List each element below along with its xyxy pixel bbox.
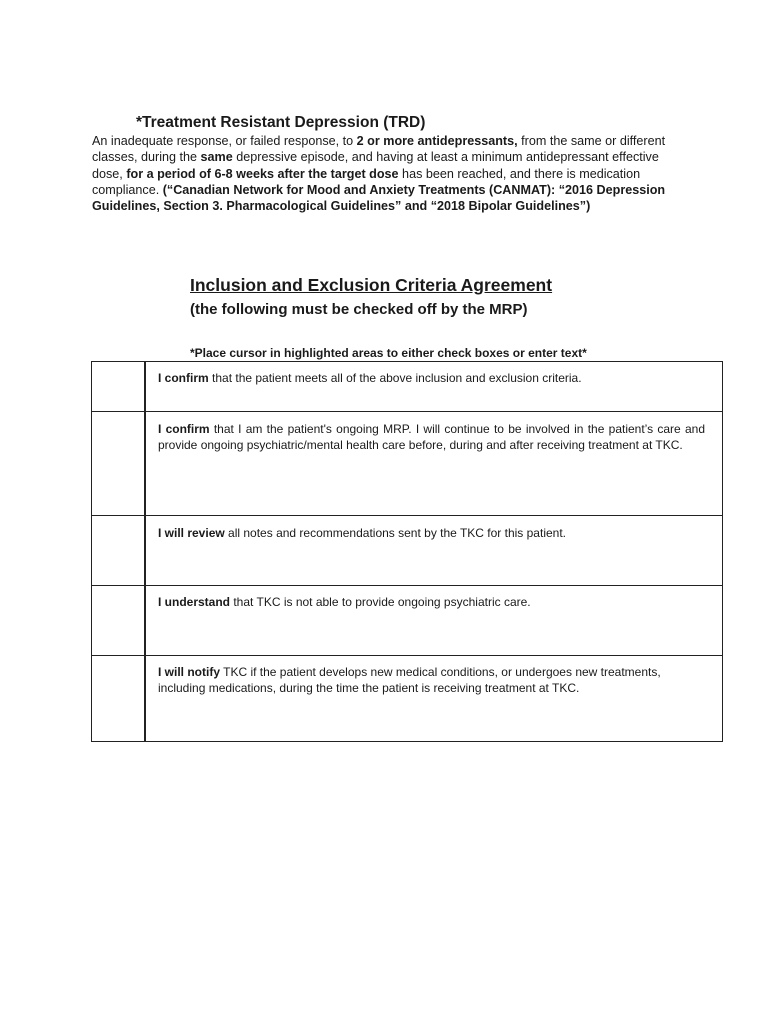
checkbox-cell[interactable] bbox=[92, 412, 146, 516]
checkbox-cell[interactable] bbox=[92, 656, 146, 742]
criteria-table bbox=[91, 361, 723, 742]
criteria-row bbox=[92, 412, 723, 516]
criteria-body: that TKC is not able to provide ongoing psychiatric care. bbox=[230, 595, 531, 609]
criteria-body: that I am the patient's ongoing MRP. I will continue to be involved in the patient’s care and provide ongoing psychiatric/mental health care before, during and after receiving treatment at TKC. bbox=[158, 422, 705, 453]
trd-section bbox=[92, 113, 692, 214]
trd-text-run-bold: 2 or more antidepressants, bbox=[356, 134, 518, 148]
criteria-row bbox=[92, 656, 723, 742]
criteria-lead: I understand bbox=[158, 595, 231, 609]
criteria-text bbox=[145, 586, 723, 656]
criteria-lead: I confirm bbox=[158, 422, 210, 436]
checkbox-cell[interactable] bbox=[92, 516, 146, 586]
trd-text-run: from the same or different classes, during the bbox=[92, 134, 666, 165]
criteria-text bbox=[145, 412, 723, 516]
criteria-lead: I confirm bbox=[158, 371, 209, 385]
trd-text-run: has been reached, and there is medication compliance. bbox=[92, 166, 641, 197]
trd-definition bbox=[92, 133, 692, 214]
criteria-row bbox=[92, 362, 723, 412]
trd-citation: (“Canadian Network for Mood and Anxiety Treatments (CANMAT): “2016 Depression Guidelines, Section 3. Pharmacological Guidelines” and “2018 Bipolar Guidelines”) bbox=[92, 182, 666, 214]
trd-heading: *Treatment Resistant Depression (TRD) bbox=[136, 114, 426, 131]
checkbox-cell[interactable] bbox=[92, 586, 146, 656]
agreement-instruction: *Place cursor in highlighted areas to either check boxes or enter text* bbox=[190, 346, 587, 360]
trd-text-run-bold: same bbox=[200, 150, 233, 165]
trd-text-run-bold: for a period of 6-8 weeks after the target dose bbox=[126, 166, 399, 181]
criteria-row bbox=[92, 586, 723, 656]
criteria-body: all notes and recommendations sent by the TKC for this patient. bbox=[224, 526, 566, 540]
agreement-title: Inclusion and Exclusion Criteria Agreement bbox=[190, 275, 553, 295]
criteria-lead: I will notify bbox=[158, 665, 220, 679]
criteria-text bbox=[145, 516, 723, 586]
criteria-text bbox=[145, 656, 723, 742]
trd-text-run: An inadequate response, or failed response, to bbox=[92, 134, 357, 148]
criteria-body: that the patient meets all of the above inclusion and exclusion criteria. bbox=[208, 371, 582, 385]
trd-text-run: depressive episode, and having at least a minimum antidepressant effective dose, bbox=[92, 150, 659, 181]
checkbox-cell[interactable] bbox=[92, 362, 146, 412]
agreement-subtitle: (the following must be checked off by the MRP) bbox=[190, 301, 528, 318]
criteria-text bbox=[145, 362, 723, 412]
criteria-lead: I will review bbox=[158, 526, 225, 540]
criteria-body: TKC if the patient develops new medical conditions, or undergoes new treatments, including medications, during the time the patient is receiving treatment at TKC. bbox=[158, 665, 661, 696]
criteria-row bbox=[92, 516, 723, 586]
